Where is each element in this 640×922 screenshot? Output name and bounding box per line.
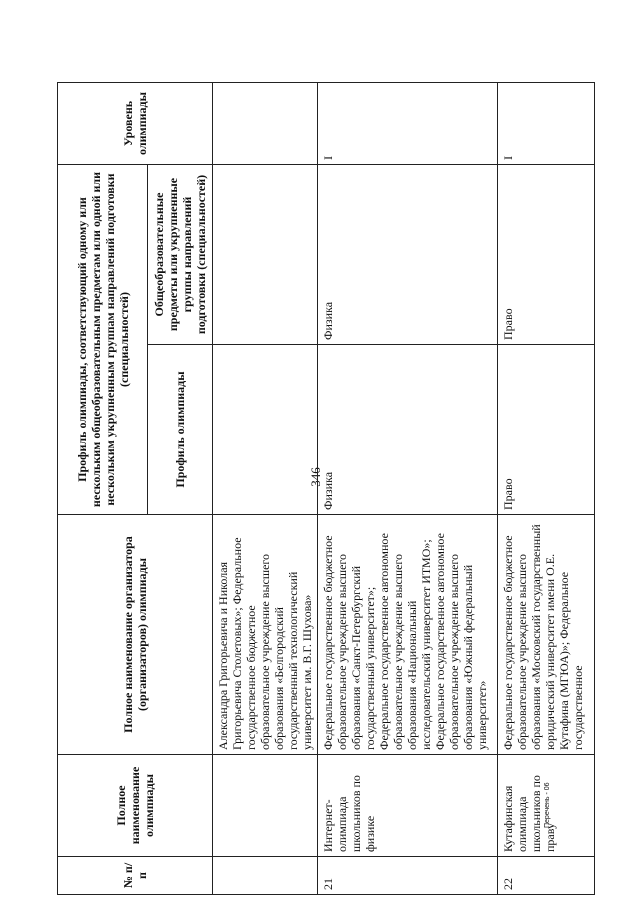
cell-level: [213, 83, 318, 165]
cell-subjects: Физика: [318, 165, 498, 345]
cell-olympiad-name: [213, 755, 318, 857]
cell-organizer: Александра Григорьевича и Николая Григорьевича Столетовых»; Федеральное государственное бюджетное образовательное учреждение высшего образования «Белгородский государственный технологический университет им. В.Г. Шухова»: [213, 515, 318, 755]
document-table-frame: [57, 83, 585, 895]
cell-subjects: [213, 165, 318, 345]
cell-level: I: [318, 83, 498, 165]
cell-subjects: Право: [498, 165, 595, 345]
cell-olympiad-name: Интернет-олимпиада школьников по физике: [318, 755, 498, 857]
olympiad-table: [57, 82, 595, 895]
cell-number: 21: [318, 857, 498, 895]
cell-number: 22: [498, 857, 595, 895]
header-number: № п/п: [58, 857, 213, 895]
header-organizer: Полное наименование организатора (организаторов) олимпиады: [58, 515, 213, 755]
header-level: Уровень олимпиады: [58, 83, 213, 165]
header-profile: Профиль олимпиады: [148, 345, 213, 515]
header-olympiad-name: Полное наименование олимпиады: [58, 755, 213, 857]
cell-profile: Право: [498, 345, 595, 515]
footer-label: Перечень - 06: [544, 782, 551, 828]
table-row: [213, 83, 318, 895]
header-profile-group: Профиль олимпиады, соответствующий одному или нескольким общеобразовательным предметам или одной или нескольким укрупненным группам направлений подготовки (специальностей): [58, 165, 148, 515]
page-number: 346: [308, 467, 323, 487]
rotated-table-wrapper: [57, 83, 585, 895]
cell-number: [213, 857, 318, 895]
cell-olympiad-name: Кутафинская олимпиада школьников по праву: [498, 755, 595, 857]
cell-profile: Физика: [318, 345, 498, 515]
cell-organizer: Федеральное государственное бюджетное образовательное учреждение высшего образования «Санкт-Петербургский государственный университет»; Федеральное государственное автономное образовательное учреждение высшего образования «Национальный исследовательский университет ИТМО»; Федеральное государственное автономное образовательное учреждение высшего образования «Южный федеральный университет»: [318, 515, 498, 755]
cell-level: I: [498, 83, 595, 165]
cell-organizer: Федеральное государственное бюджетное образовательное учреждение высшего образования «Московский государственный юридический университет имени О.Е. Кутафина (МГЮА)»; Федеральное государственное: [498, 515, 595, 755]
header-subjects: Общеобразовательные предметы или укрупненные группы направлений подготовки (специальностей): [148, 165, 213, 345]
table-row: [318, 83, 498, 895]
cell-profile: [213, 345, 318, 515]
